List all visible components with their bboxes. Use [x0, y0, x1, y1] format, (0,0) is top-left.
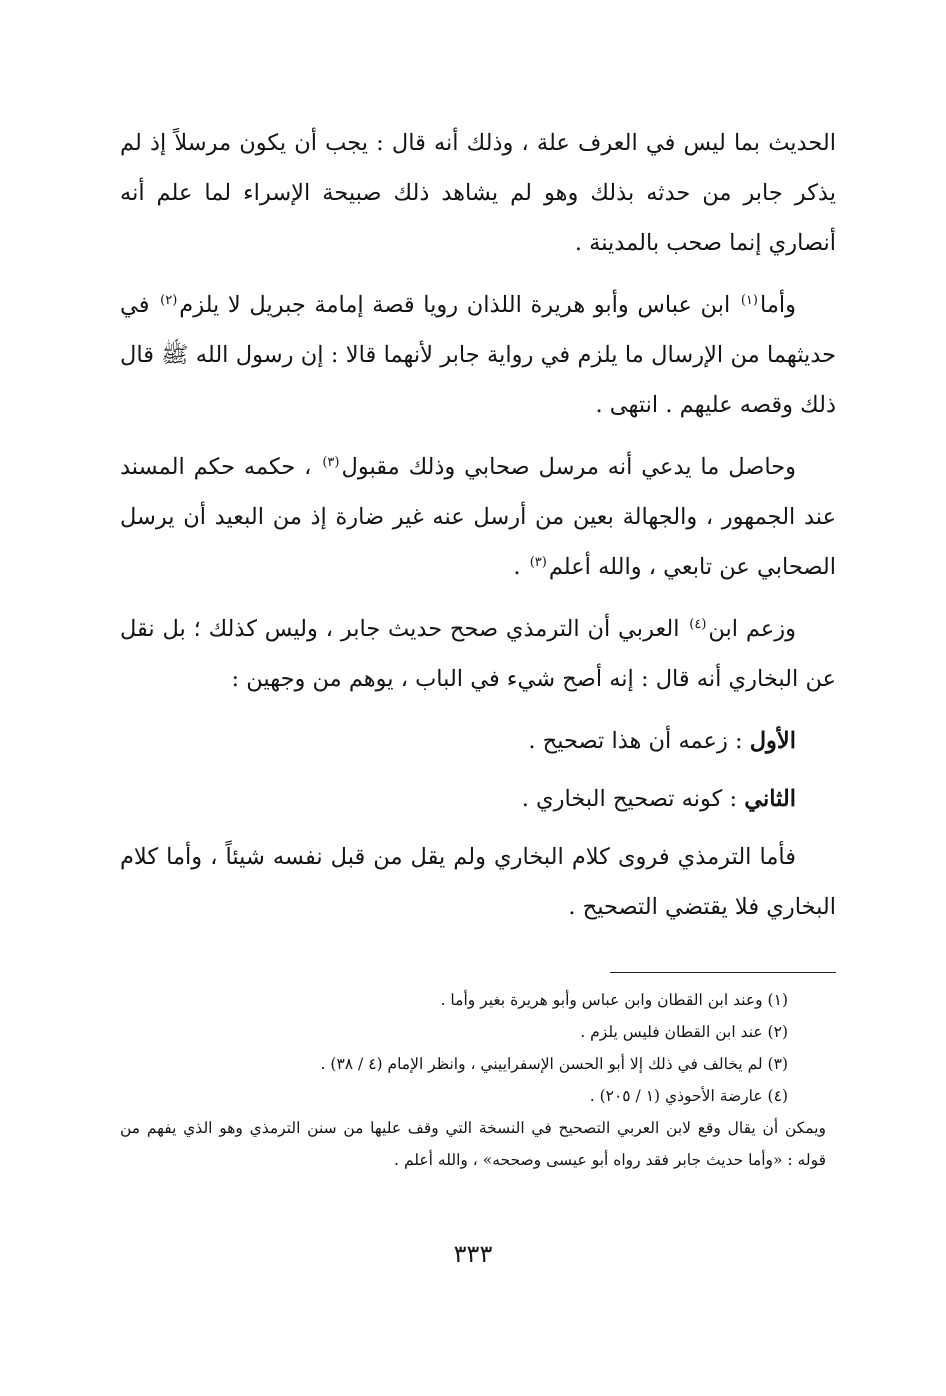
footnote-separator — [610, 972, 836, 973]
footnotes — [120, 984, 836, 1176]
point-second — [120, 774, 836, 824]
footnote-ref-1: (١) — [740, 292, 758, 308]
point-second-text: : كونه تصحيح البخاري . — [521, 786, 745, 812]
paragraph-1: الحديث بما ليس في العرف علة ، وذلك أنه قال : يجب أن يكون مرسلاً إذ لم يذكر جابر من حدثه بذلك وهو لم يشاهد ذلك صبيحة الإسراء لما علم أنه أنصاري إنما صحب بالمدينة . — [120, 130, 836, 256]
point-first — [120, 716, 836, 766]
footnote-ref-4: (٤) — [689, 616, 707, 632]
footnote-ref-3: (٣) — [322, 454, 340, 470]
paragraph-3-part-c: . — [513, 554, 528, 580]
footnote-ref-2: (٢) — [160, 292, 178, 308]
footnote-4: (٤) عارضة الأحوذي (١ / ٢٠٥) . — [589, 1087, 788, 1105]
paragraph-3-part-a: وحاصل ما يدعي أنه مرسل صحابي وذلك مقبول — [341, 454, 796, 480]
footnote-ref-3b: (٣) — [529, 554, 547, 570]
paragraph-4 — [120, 604, 836, 704]
footnote-3: (٣) لم يخالف في ذلك إلا أبو الحسن الإسفراييني ، وانظر الإمام (٤ / ٣٨) . — [320, 1055, 788, 1073]
paragraph-2-part-b: ابن عباس وأبو هريرة اللذان رويا قصة إمامة جبريل لا يلزم — [179, 292, 739, 318]
paragraph-4-part-b: العربي أن الترمذي صحح حديث جابر ، وليس كذلك ؛ بل نقل عن البخاري أنه قال : إنه أصح شيء في الباب ، يوهم من وجهين : — [120, 616, 836, 692]
paragraph-2 — [120, 280, 836, 430]
paragraph-3 — [120, 442, 836, 592]
point-second-label: الثاني — [744, 786, 796, 812]
point-first-label: الأول — [749, 728, 796, 754]
page-number: ٣٣٣ — [453, 1240, 493, 1268]
paragraph-2-part-a: وأما — [759, 292, 796, 318]
main-text — [120, 118, 836, 944]
footnote-2: (٢) عند ابن القطان فليس يلزم . — [580, 1023, 788, 1041]
footnote-note: ويمكن أن يقال وقع لابن العربي التصحيح في النسخة التي وقف عليها من سنن الترمذي وهو الذي يفهم من قوله : «وأما حديث جابر فقد رواه أبو عيسى وصححه» ، والله أعلم . — [120, 1119, 826, 1169]
footnote-1: (١) وعند ابن القطان وابن عباس وأبو هريرة بغير وأما . — [440, 991, 788, 1009]
paragraph-2-part-c: في حديثهما من الإرسال ما يلزم في رواية جابر لأنهما قالا : إن رسول الله ﷺ قال ذلك وقصه عليهم . انتهى . — [120, 292, 836, 418]
point-first-text: : زعمه أن هذا تصحيح . — [528, 728, 750, 754]
paragraph-4-part-a: وزعم ابن — [708, 616, 796, 642]
paragraph-3-part-b: ، حكمه حكم المسند عند الجمهور ، والجهالة بعين من أرسل عنه غير ضارة إذ من البعيد أن يرسل الصحابي عن تابعي ، والله أعلم — [120, 454, 836, 580]
paragraph-5: فأما الترمذي فروى كلام البخاري ولم يقل من قبل نفسه شيئاً ، وأما كلام البخاري فلا يقتضي التصحيح . — [120, 844, 836, 920]
